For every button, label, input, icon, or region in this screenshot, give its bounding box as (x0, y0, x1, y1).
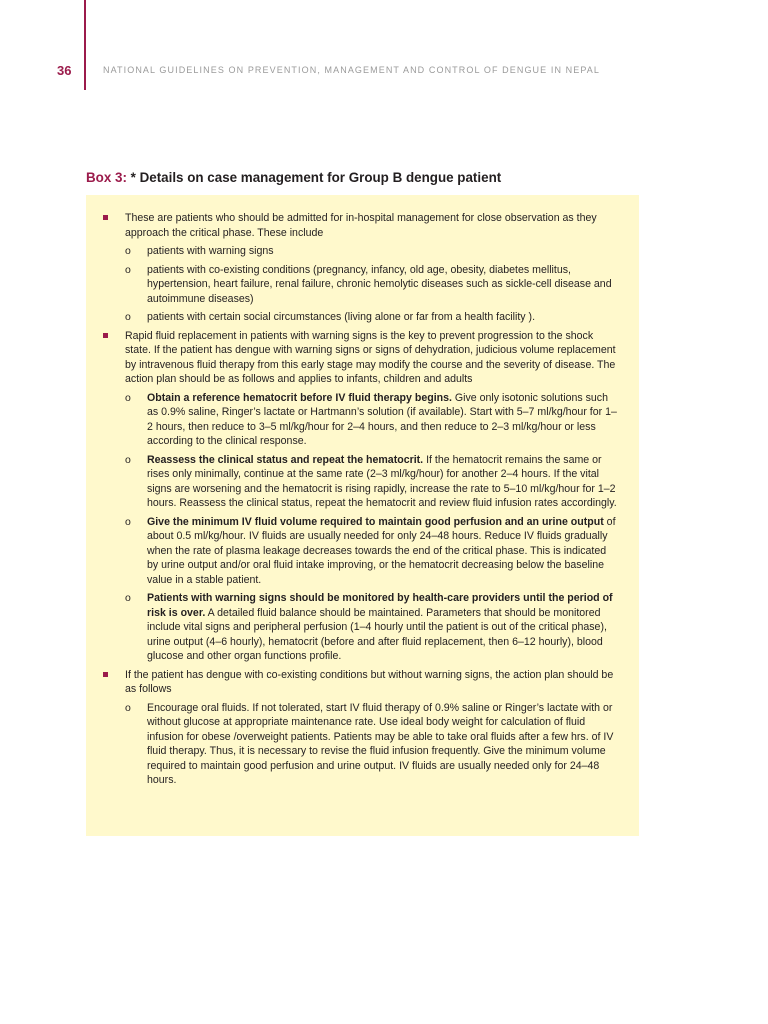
sub-item-text (147, 701, 619, 788)
sub-item-body: A detailed fluid balance should be maintained. Parameters that should be monitored include vital signs and peripheral perfusion (1–4 hourly until the patient is out of the critical phase), urine output (4–6 hourly), hematocrit (before and after fluid replacement, then 6–12 hourly), blood glucose and other organ functions profile. (147, 606, 607, 662)
circle-bullet-icon: o (125, 592, 131, 604)
sub-item-text (147, 453, 619, 511)
sub-item-lead: Patients with warning signs should be monitored by health-care providers until the period of risk is over. (147, 592, 613, 619)
sub-list (125, 244, 619, 325)
bullet-item (86, 329, 639, 664)
sub-item-body: If the hematocrit remains the same or rises only minimally, continue at the same rate (2–3 ml/kg/hour) for another 2–4 hours. If the vital signs are worsening and the hematocrit is rising rapidly, increase the rate to 5–10 ml/kg/hour for 1–2 hours. Reassess the clinical status, repeat the hematocrit and review fluid infusion rates accordingly. (147, 453, 617, 509)
sub-item-text (147, 591, 619, 664)
sub-item (125, 453, 619, 511)
running-header: NATIONAL GUIDELINES ON PREVENTION, MANAGEMENT AND CONTROL OF DENGUE IN NEPAL (103, 65, 600, 75)
sub-item (125, 391, 619, 449)
sub-item-text (147, 391, 619, 449)
sub-item-body: patients with warning signs (147, 245, 274, 257)
sub-item-text (147, 515, 619, 588)
bullet-text: These are patients who should be admitted for in-hospital management for close observation as they approach the critical phase. These include (125, 212, 597, 239)
bullet-text: If the patient has dengue with co-existing conditions but without warning signs, the action plan should be as follows (125, 668, 614, 695)
sub-item-text (147, 263, 619, 307)
circle-bullet-icon: o (125, 245, 131, 257)
sub-item (125, 244, 619, 259)
sub-item-text (147, 244, 619, 259)
box-content (86, 211, 639, 788)
sub-item-lead: Reassess the clinical status and repeat the hematocrit. (147, 453, 424, 466)
bullet-text: Rapid fluid replacement in patients with warning signs is the key to prevent progression to the shock state. If the patient has dengue with warning signs or signs of dehydration, judicious volume replacement by intravenous fluid therapy from this early stage may modify the course and the severity of disease. The action plan should be as follows and applies to infants, children and adults (125, 329, 616, 385)
sub-item-body: of about 0.5 ml/kg/hour. IV fluids are usually needed for only 24–48 hours. Reduce IV fluids gradually when the rate of plasma leakage decreases towards the end of the critical phase. This is indicated by urine output and/or oral fluid intake improving, or the hematocrit decreasing below the baseline value in a stable patient. (147, 515, 616, 586)
margin-rule (84, 0, 86, 90)
circle-bullet-icon: o (125, 701, 131, 714)
box-panel (86, 195, 639, 836)
sub-item-body: patients with certain social circumstances (living alone or far from a health facility ). (147, 311, 536, 323)
bullet-item (86, 211, 639, 325)
square-bullet-icon (103, 672, 108, 677)
square-bullet-icon (103, 215, 108, 220)
sub-item (125, 515, 619, 588)
sub-item-body: patients with co-existing conditions (pregnancy, infancy, old age, obesity, diabetes mellitus, hypertension, heart failure, renal failure, chronic hemolytic diseases such as sickle-cell disease and autoimmune diseases) (147, 263, 612, 305)
sub-list (125, 391, 619, 664)
box-title-text: * Details on case management for Group B dengue patient (126, 170, 502, 185)
circle-bullet-icon: o (125, 311, 131, 323)
sub-item (125, 263, 619, 307)
sub-item (125, 310, 619, 325)
sub-item-lead: Obtain a reference hematocrit before IV fluid therapy begins. (147, 391, 452, 404)
sub-item (125, 701, 619, 788)
circle-bullet-icon: o (125, 263, 131, 276)
sub-item-body: Give only isotonic solutions such as 0.9% saline, Ringer’s lactate or Hartmann’s solution (if available). Start with 5–7 ml/kg/hour for 1–2 hours, then reduce to 3–5 ml/kg/hour for 2–4 hours, and then reduce to 2–3 ml/kg/hour or less according to the clinical response. (147, 391, 617, 447)
sub-item (125, 591, 619, 664)
box-label: Box 3: (86, 170, 127, 185)
box-title (86, 170, 501, 185)
circle-bullet-icon: o (125, 453, 131, 466)
sub-item-body: Encourage oral fluids. If not tolerated, start IV fluid therapy of 0.9% saline or Ringer’s lactate with or without glucose at appropriate maintenance rate. Use ideal body weight for calculation of fluid infusion for obese /overweight patients. Patients may be able to take oral fluids after a few hrs. of IV fluid therapy. Thus, it is necessary to revise the fluid infusion frequently. Give the minimum volume required to maintain good perfusion and urine output. IV fluids are usually needed only for 24–48 hours. (147, 701, 614, 786)
bullet-item (86, 668, 639, 788)
circle-bullet-icon: o (125, 515, 131, 528)
square-bullet-icon (103, 333, 108, 338)
circle-bullet-icon: o (125, 391, 131, 404)
sub-list (125, 701, 619, 788)
sub-item-lead: Give the minimum IV fluid volume required to maintain good perfusion and an urine output (147, 515, 604, 528)
page-number: 36 (57, 63, 72, 78)
sub-item-text (147, 310, 619, 325)
